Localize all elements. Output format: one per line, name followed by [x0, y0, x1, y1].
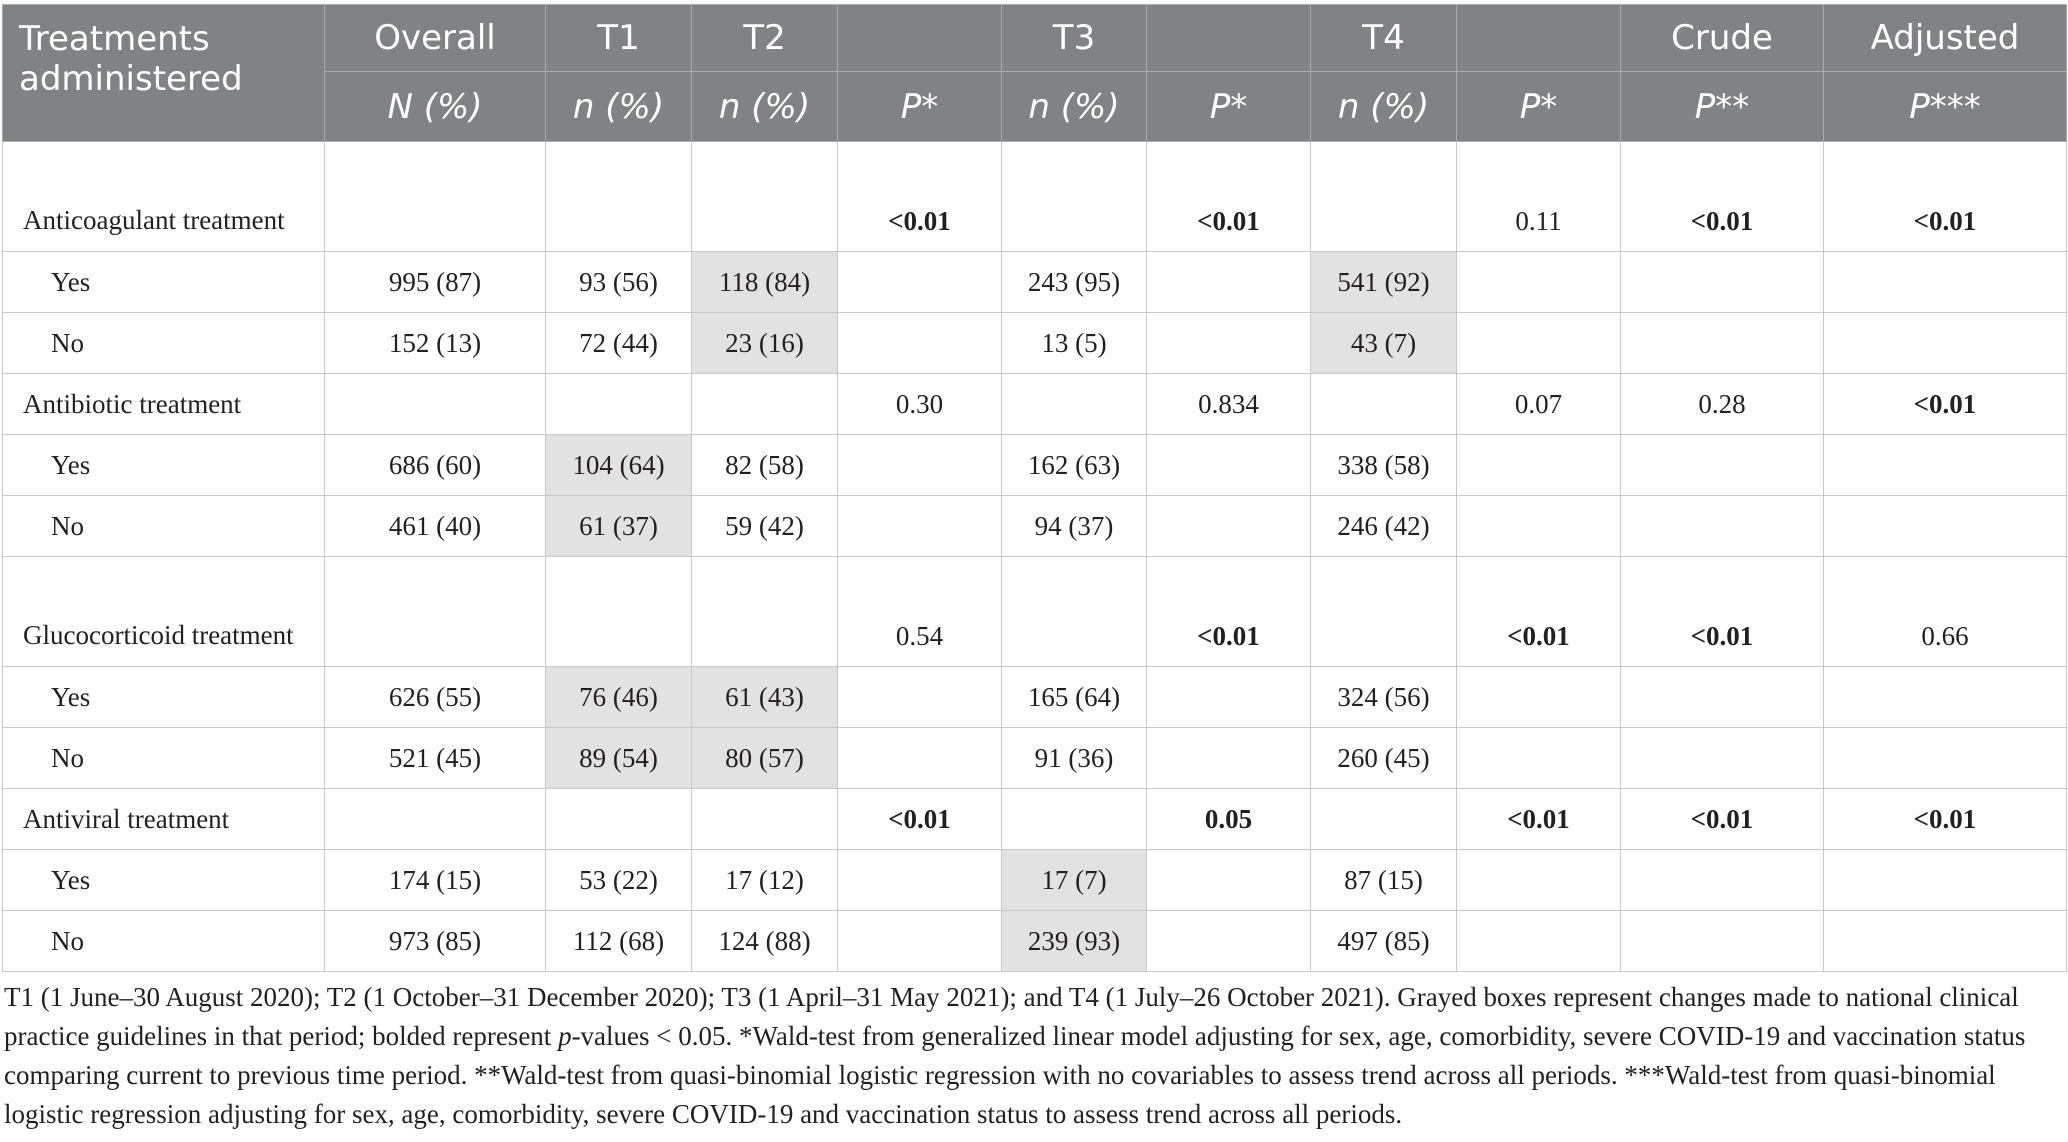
- table-cell: 521 (45): [325, 728, 546, 789]
- table-cell: [1147, 252, 1311, 313]
- table-cell: [546, 789, 692, 850]
- table-cell: 626 (55): [325, 667, 546, 728]
- table-cell: [1621, 911, 1824, 972]
- table-cell: [1147, 435, 1311, 496]
- table-cell: <0.01: [838, 142, 1002, 252]
- table-cell: 93 (56): [546, 252, 692, 313]
- table-cell: <0.01: [1621, 557, 1824, 667]
- table-cell: [1824, 435, 2067, 496]
- table-cell: [692, 374, 838, 435]
- footnote-line-1: T1 (1 June–30 August 2020); T2 (1 October–31 December 2020); T3 (1 April–31 May 2021); and T4 (1 July–26 October 2021). Grayed boxes represent changes made to national clinical: [4, 982, 2019, 1012]
- table-cell-highlighted: 23 (16): [692, 313, 838, 374]
- header-t3-p: P*: [1147, 72, 1311, 142]
- table-cell: [1621, 850, 1824, 911]
- table-cell: <0.01: [1147, 557, 1311, 667]
- table-cell: [1002, 789, 1147, 850]
- table-cell: [1824, 911, 2067, 972]
- table-cell: <0.01: [1457, 789, 1621, 850]
- table-cell: 0.54: [838, 557, 1002, 667]
- table-cell: [692, 789, 838, 850]
- table-cell-highlighted: 541 (92): [1311, 252, 1457, 313]
- row-label: No: [3, 911, 325, 972]
- table-cell: [1621, 728, 1824, 789]
- header-overall-n-pct: N (%): [325, 72, 546, 142]
- table-cell: 686 (60): [325, 435, 546, 496]
- table-cell: [1311, 142, 1457, 252]
- table-cell: [1457, 850, 1621, 911]
- table-cell: [1147, 313, 1311, 374]
- table-cell: <0.01: [1824, 789, 2067, 850]
- table-cell: [838, 313, 1002, 374]
- table-row-antiviral-yes: [3, 850, 2067, 911]
- table-cell: [1457, 252, 1621, 313]
- header-t4-n-pct: n (%): [1311, 72, 1457, 142]
- table-row-anticoagulant-no: [3, 313, 2067, 374]
- table-cell: [838, 850, 1002, 911]
- table-cell-highlighted: 89 (54): [546, 728, 692, 789]
- header-t3: T3: [1002, 5, 1147, 72]
- table-cell: [1002, 557, 1147, 667]
- header-t4-p: P*: [1457, 72, 1621, 142]
- table-cell: [1147, 911, 1311, 972]
- table-cell: [1824, 496, 2067, 557]
- table-cell: [1824, 728, 2067, 789]
- table-cell: [325, 557, 546, 667]
- table-cell-highlighted: 61 (43): [692, 667, 838, 728]
- table-cell: [546, 557, 692, 667]
- row-label: Antibiotic treatment: [3, 374, 325, 435]
- table-row-anticoagulant-yes: [3, 252, 2067, 313]
- table-cell: [1824, 313, 2067, 374]
- table-cell: 260 (45): [1311, 728, 1457, 789]
- table-cell: [692, 142, 838, 252]
- table-row-antibiotic: [3, 374, 2067, 435]
- table-cell: <0.01: [838, 789, 1002, 850]
- row-label: No: [3, 496, 325, 557]
- table-cell: [838, 435, 1002, 496]
- table-row-antibiotic-yes: [3, 435, 2067, 496]
- table-cell: 246 (42): [1311, 496, 1457, 557]
- table-cell: <0.01: [1824, 374, 2067, 435]
- header-crude: Crude: [1621, 5, 1824, 72]
- row-label: Antiviral treatment: [3, 789, 325, 850]
- table-cell: [1457, 911, 1621, 972]
- table-cell: 0.28: [1621, 374, 1824, 435]
- table-cell: [1824, 850, 2067, 911]
- table-cell: 973 (85): [325, 911, 546, 972]
- table-cell: [1147, 496, 1311, 557]
- table-cell: 0.30: [838, 374, 1002, 435]
- row-label: No: [3, 313, 325, 374]
- table-cell: [1147, 667, 1311, 728]
- table-cell: 0.05: [1147, 789, 1311, 850]
- table-cell: 94 (37): [1002, 496, 1147, 557]
- table-cell: 0.834: [1147, 374, 1311, 435]
- table-cell: [1824, 667, 2067, 728]
- table-cell: <0.01: [1147, 142, 1311, 252]
- table-cell: [1311, 374, 1457, 435]
- table-cell: [692, 557, 838, 667]
- header-t3-n-pct: n (%): [1002, 72, 1147, 142]
- footnote-line-4: logistic regression adjusting for sex, age, comorbidity, severe COVID-19 and vaccination status to assess trend across all periods.: [4, 1099, 1403, 1129]
- table-cell: 72 (44): [546, 313, 692, 374]
- header-row-1: [3, 5, 2067, 72]
- table-cell: 995 (87): [325, 252, 546, 313]
- row-label: Anticoagulant treatment: [3, 142, 325, 252]
- table-cell: [1621, 496, 1824, 557]
- table-cell: [1147, 850, 1311, 911]
- header-blank-3: [1457, 5, 1621, 72]
- table-cell: 243 (95): [1002, 252, 1147, 313]
- row-label: Yes: [3, 435, 325, 496]
- table-cell: <0.01: [1621, 142, 1824, 252]
- header-t2-n-pct: n (%): [692, 72, 838, 142]
- table-cell: 82 (58): [692, 435, 838, 496]
- footnote-line-3: comparing current to previous time period. **Wald-test from quasi-binomial logistic regression with no covariables to assess trend across all periods. ***Wald-test from quasi-binomial: [4, 1060, 1996, 1090]
- row-label: No: [3, 728, 325, 789]
- header-t1: T1: [546, 5, 692, 72]
- table-cell: [1457, 728, 1621, 789]
- table-cell: 174 (15): [325, 850, 546, 911]
- table-cell: [1311, 557, 1457, 667]
- table-cell: [1457, 667, 1621, 728]
- table-footnote: [4, 978, 2044, 1134]
- table-row-antiviral: [3, 789, 2067, 850]
- table-cell: 162 (63): [1002, 435, 1147, 496]
- table-cell: 165 (64): [1002, 667, 1147, 728]
- footnote-line-2b: -values < 0.05. *Wald-test from generalized linear model adjusting for sex, age, comorbidity, severe COVID-19 and vaccination status: [571, 1021, 2026, 1051]
- table-row-glucocorticoid-no: [3, 728, 2067, 789]
- table-cell: [1621, 435, 1824, 496]
- table-cell: [1457, 435, 1621, 496]
- row-label: Yes: [3, 667, 325, 728]
- table-row-antiviral-no: [3, 911, 2067, 972]
- table-row-antibiotic-no: [3, 496, 2067, 557]
- table-cell-highlighted: 61 (37): [546, 496, 692, 557]
- header-blank-1: [838, 5, 1002, 72]
- table-cell: 59 (42): [692, 496, 838, 557]
- results-table-container: [2, 4, 2066, 1134]
- header-t2-p: P*: [838, 72, 1002, 142]
- table-cell-highlighted: 104 (64): [546, 435, 692, 496]
- table-row-glucocorticoid-yes: [3, 667, 2067, 728]
- row-label: Yes: [3, 850, 325, 911]
- header-treatments-administered: Treatments administered: [3, 5, 325, 142]
- table-cell: 53 (22): [546, 850, 692, 911]
- table-cell: [546, 374, 692, 435]
- table-cell: 497 (85): [1311, 911, 1457, 972]
- table-cell: 152 (13): [325, 313, 546, 374]
- table-cell: 91 (36): [1002, 728, 1147, 789]
- table-cell: 13 (5): [1002, 313, 1147, 374]
- header-overall: Overall: [325, 5, 546, 72]
- table-cell-highlighted: 80 (57): [692, 728, 838, 789]
- table-cell: [325, 789, 546, 850]
- table-cell: [838, 496, 1002, 557]
- table-row-glucocorticoid: [3, 557, 2067, 667]
- header-t1-n-pct: n (%): [546, 72, 692, 142]
- header-t2: T2: [692, 5, 838, 72]
- header-t4: T4: [1311, 5, 1457, 72]
- table-row-anticoagulant: [3, 142, 2067, 252]
- table-cell: [1621, 313, 1824, 374]
- table-cell: 324 (56): [1311, 667, 1457, 728]
- table-cell: [1457, 313, 1621, 374]
- table-cell: [838, 252, 1002, 313]
- table-cell-highlighted: 118 (84): [692, 252, 838, 313]
- table-cell: <0.01: [1457, 557, 1621, 667]
- table-cell: 338 (58): [1311, 435, 1457, 496]
- table-cell: [325, 374, 546, 435]
- table-cell: 0.07: [1457, 374, 1621, 435]
- table-cell: 17 (12): [692, 850, 838, 911]
- table-cell: [1311, 789, 1457, 850]
- table-cell: [1147, 728, 1311, 789]
- header-crude-p: P**: [1621, 72, 1824, 142]
- table-cell: [1824, 252, 2067, 313]
- table-cell: [546, 142, 692, 252]
- table-cell: 0.11: [1457, 142, 1621, 252]
- table-cell-highlighted: 43 (7): [1311, 313, 1457, 374]
- header-adjusted-p: P***: [1824, 72, 2067, 142]
- table-cell: [1621, 667, 1824, 728]
- table-cell: [1457, 496, 1621, 557]
- footnote-p-italic: p: [558, 1021, 572, 1051]
- header-blank-2: [1147, 5, 1311, 72]
- table-cell: 0.66: [1824, 557, 2067, 667]
- table-cell: 461 (40): [325, 496, 546, 557]
- table-cell-highlighted: 239 (93): [1002, 911, 1147, 972]
- table-cell: 112 (68): [546, 911, 692, 972]
- row-label: Glucocorticoid treatment: [3, 557, 325, 667]
- table-cell: 87 (15): [1311, 850, 1457, 911]
- header-adjusted: Adjusted: [1824, 5, 2067, 72]
- table-cell-highlighted: 17 (7): [1002, 850, 1147, 911]
- table-cell-highlighted: 76 (46): [546, 667, 692, 728]
- table-cell: [325, 142, 546, 252]
- table-cell: [1002, 374, 1147, 435]
- table-cell: [1621, 252, 1824, 313]
- table-cell: [838, 667, 1002, 728]
- row-label: Yes: [3, 252, 325, 313]
- footnote-line-2a: practice guidelines in that period; bolded represent: [4, 1021, 552, 1051]
- table-cell: 124 (88): [692, 911, 838, 972]
- table-cell: [838, 728, 1002, 789]
- treatments-table: [2, 4, 2067, 972]
- table-cell: [1002, 142, 1147, 252]
- table-cell: <0.01: [1824, 142, 2067, 252]
- table-cell: [838, 911, 1002, 972]
- table-cell: <0.01: [1621, 789, 1824, 850]
